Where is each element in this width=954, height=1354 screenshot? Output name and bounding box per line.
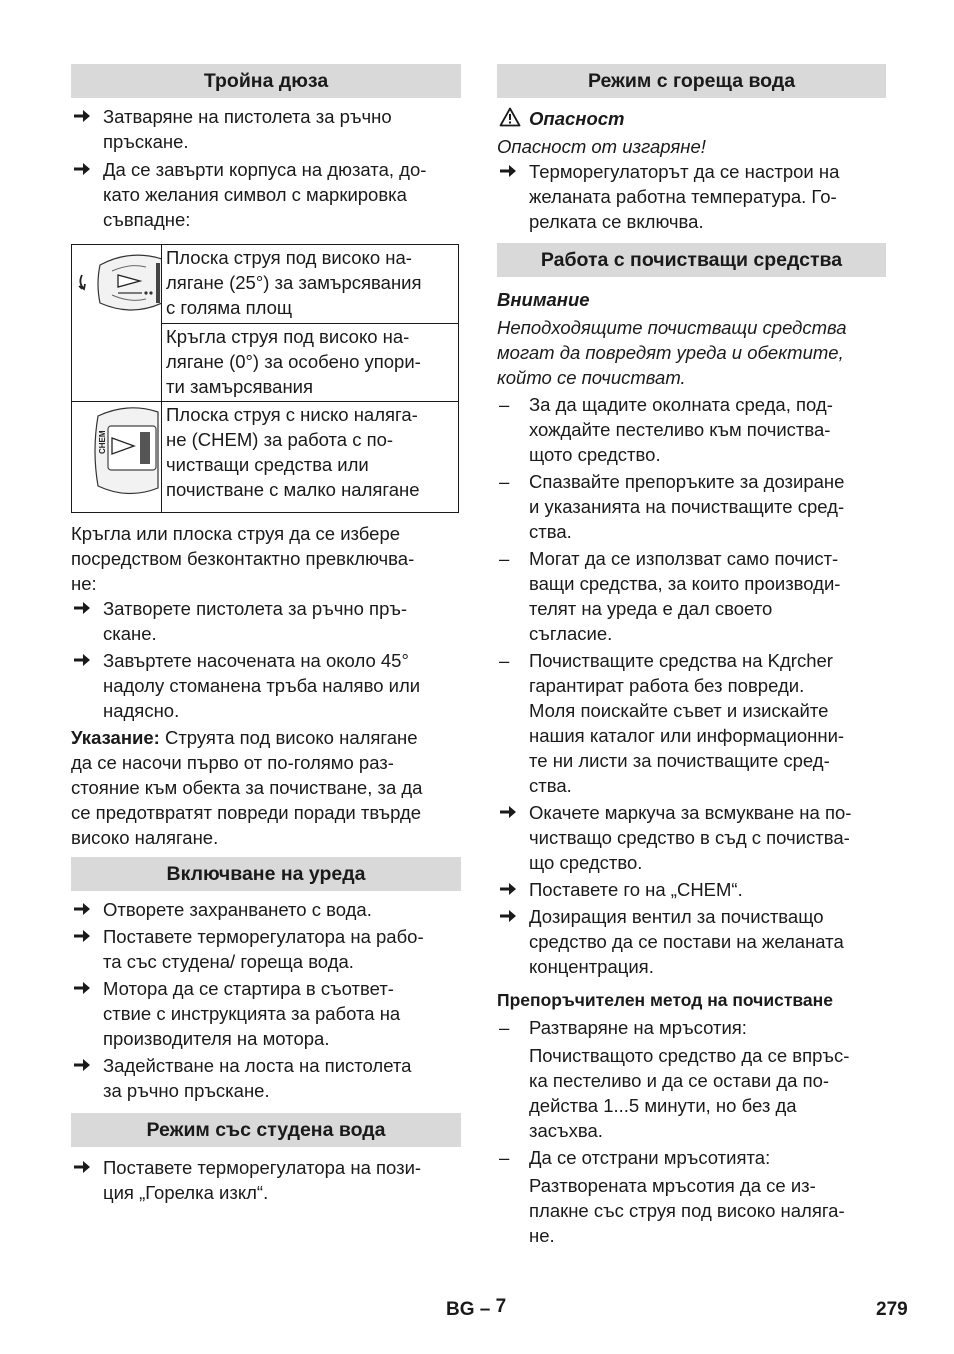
arrow-right-icon bbox=[73, 928, 91, 944]
dash-item: – За да щадите околната среда, под- хождайте пестеливо към почиства- щото средство. bbox=[499, 394, 833, 465]
caution-text: Неподходящите почистващи средства могат да повредят уреда и обектите, който се почистват. bbox=[497, 317, 847, 388]
danger-label: Опасност bbox=[529, 108, 625, 129]
arrow-right-icon bbox=[73, 1057, 91, 1073]
low-pressure-chem-cell: Плоска струя с ниско наляга- не (CHEM) за работа с по- чистващи средства или почистване с малко налягане bbox=[162, 402, 459, 513]
nozzle-rotate-icon bbox=[72, 245, 161, 395]
dash-bullet: – bbox=[499, 471, 510, 492]
section-heading-switch-on: Включване на уреда bbox=[71, 857, 461, 891]
caution-label: Внимание bbox=[497, 289, 590, 310]
arrow-right-icon bbox=[499, 804, 517, 820]
footer-section-label: BG – 7 bbox=[446, 1296, 507, 1320]
triple-nozzle-steps bbox=[71, 104, 461, 232]
step-item: Поставете терморегулатора на рабо- та със студена/ гореща вода. bbox=[71, 924, 461, 974]
nozzle-rotate-cell bbox=[72, 245, 162, 402]
step-item: Мотора да се стартира в съответ- ствие с инструкцията за работа на производителя на мотора. bbox=[71, 976, 461, 1051]
cold-water-steps bbox=[71, 1155, 461, 1205]
section-heading-hot-water: Режим с гореща вода bbox=[497, 64, 886, 98]
step-item: Поставете го на „CHEM“. bbox=[497, 877, 886, 902]
dash-bullet: – bbox=[499, 394, 510, 415]
dash-item: – Разтваряне на мръсотия: Почистващото средство да се впръс- ка пестеливо и да се остави да по- действа 1...5 минути, но без да засъхва. bbox=[497, 1015, 886, 1143]
chem-icon-label: CHEM bbox=[98, 430, 107, 454]
step-item: Затворете пистолета за ръчно пръ- скане. bbox=[71, 596, 461, 646]
nozzle-chem-icon bbox=[72, 402, 161, 506]
step-item: Завъртете насочената на около 45° надолу стоманена тръба наляво или надясно. bbox=[71, 648, 461, 723]
nozzle-chem-cell bbox=[72, 402, 162, 513]
arrow-right-icon bbox=[73, 980, 91, 996]
step-item: Задействане на лоста на пистолета за ръчно пръскане. bbox=[71, 1053, 461, 1103]
danger-text: Опасност от изгаряне! bbox=[497, 136, 706, 157]
flat-jet-25-cell: Плоска струя под високо на- лягане (25°) за замърсявания с голяма площ bbox=[162, 245, 459, 324]
method-item-text: Разтворената мръсотия да се из- плакне със струя под високо наляга- не. bbox=[529, 1175, 845, 1246]
arrow-right-icon bbox=[73, 652, 91, 668]
warning-triangle-icon bbox=[499, 107, 521, 127]
jet-selection-paragraph: Кръгла или плоска струя да се избере посредством безконтактно превключва- не: bbox=[71, 523, 415, 594]
section-heading-cold-water: Режим със студена вода bbox=[71, 1113, 461, 1147]
note-label: Указание: bbox=[71, 727, 160, 748]
dash-item: – Могат да се използват само почист- ващи средства, за които производи- телят на уреда е дал своето съгласие. bbox=[499, 548, 841, 644]
page-number: 279 bbox=[876, 1299, 908, 1320]
step-item: Отворете захранването с вода. bbox=[71, 897, 461, 922]
round-jet-0-cell: Кръгла струя под високо на- лягане (0°) за особено упори- ти замърсявания bbox=[162, 323, 459, 402]
step-item: Да се завърти корпуса на дюзата, до- като желания символ с маркировка съвпадне: bbox=[71, 157, 461, 232]
section-heading-detergents: Работа с почистващи средства bbox=[497, 243, 886, 277]
dash-item: – Да се отстрани мръсотията: Разтворената мръсотия да се из- плакне със струя под високо наляга- не. bbox=[497, 1145, 886, 1248]
arrow-right-icon bbox=[73, 901, 91, 917]
arrow-right-icon bbox=[73, 600, 91, 616]
switch-on-steps bbox=[71, 897, 461, 1103]
step-item: Дозиращия вентил за почистващо средство да се постави на желаната концентрация. bbox=[497, 904, 886, 979]
left-column bbox=[71, 64, 461, 1205]
step-item: Затваряне на пистолета за ръчно пръскане. bbox=[71, 104, 461, 154]
arrow-right-icon bbox=[73, 161, 91, 177]
dash-item: – Почистващите средства на Kдrcher гарантират работа без повреди. Моля поискайте съвет и изискайте нашия каталог или информационни- те ни листи за почистващите сред- ства. bbox=[499, 650, 845, 796]
step-item: Терморегулаторът да се настрои на желаната работна температура. Го- релката се включва. bbox=[497, 159, 886, 234]
nozzle-settings-table bbox=[71, 244, 459, 513]
dash-bullet: – bbox=[499, 1017, 510, 1038]
arrow-right-icon bbox=[499, 163, 517, 179]
note-paragraph: Указание: Струята под високо налягане да се насочи първо от по-голямо раз- стояние към обекта за почистване, за да се предотвратят повреди поради твърде високо налягане. bbox=[71, 727, 423, 848]
dash-bullet: – bbox=[499, 650, 510, 671]
method-item-text: Почистващото средство да се впръс- ка пестеливо и да се остави да по- действа 1...5 минути, но без да засъхва. bbox=[529, 1045, 850, 1141]
dash-bullet: – bbox=[499, 548, 510, 569]
step-item: Поставете терморегулатора на пози- ция „Горелка изкл“. bbox=[71, 1155, 461, 1205]
section-heading-triple-nozzle: Тройна дюза bbox=[71, 64, 461, 98]
dash-bullet: – bbox=[499, 1147, 510, 1168]
dash-item: – Спазвайте препоръките за дозиране и указанията на почистващите сред- ства. bbox=[499, 471, 845, 542]
method-heading: Препоръчителен метод на почистване bbox=[497, 990, 833, 1010]
step-item: Окачете маркуча за всмукване на по- чистващо средство в съд с почиства- що средство. bbox=[497, 800, 886, 875]
arrow-right-icon bbox=[73, 1159, 91, 1175]
danger-label-line bbox=[497, 106, 886, 131]
arrow-right-icon bbox=[73, 108, 91, 124]
right-column bbox=[497, 64, 886, 1248]
arrow-right-icon bbox=[499, 908, 517, 924]
arrow-right-icon bbox=[499, 881, 517, 897]
